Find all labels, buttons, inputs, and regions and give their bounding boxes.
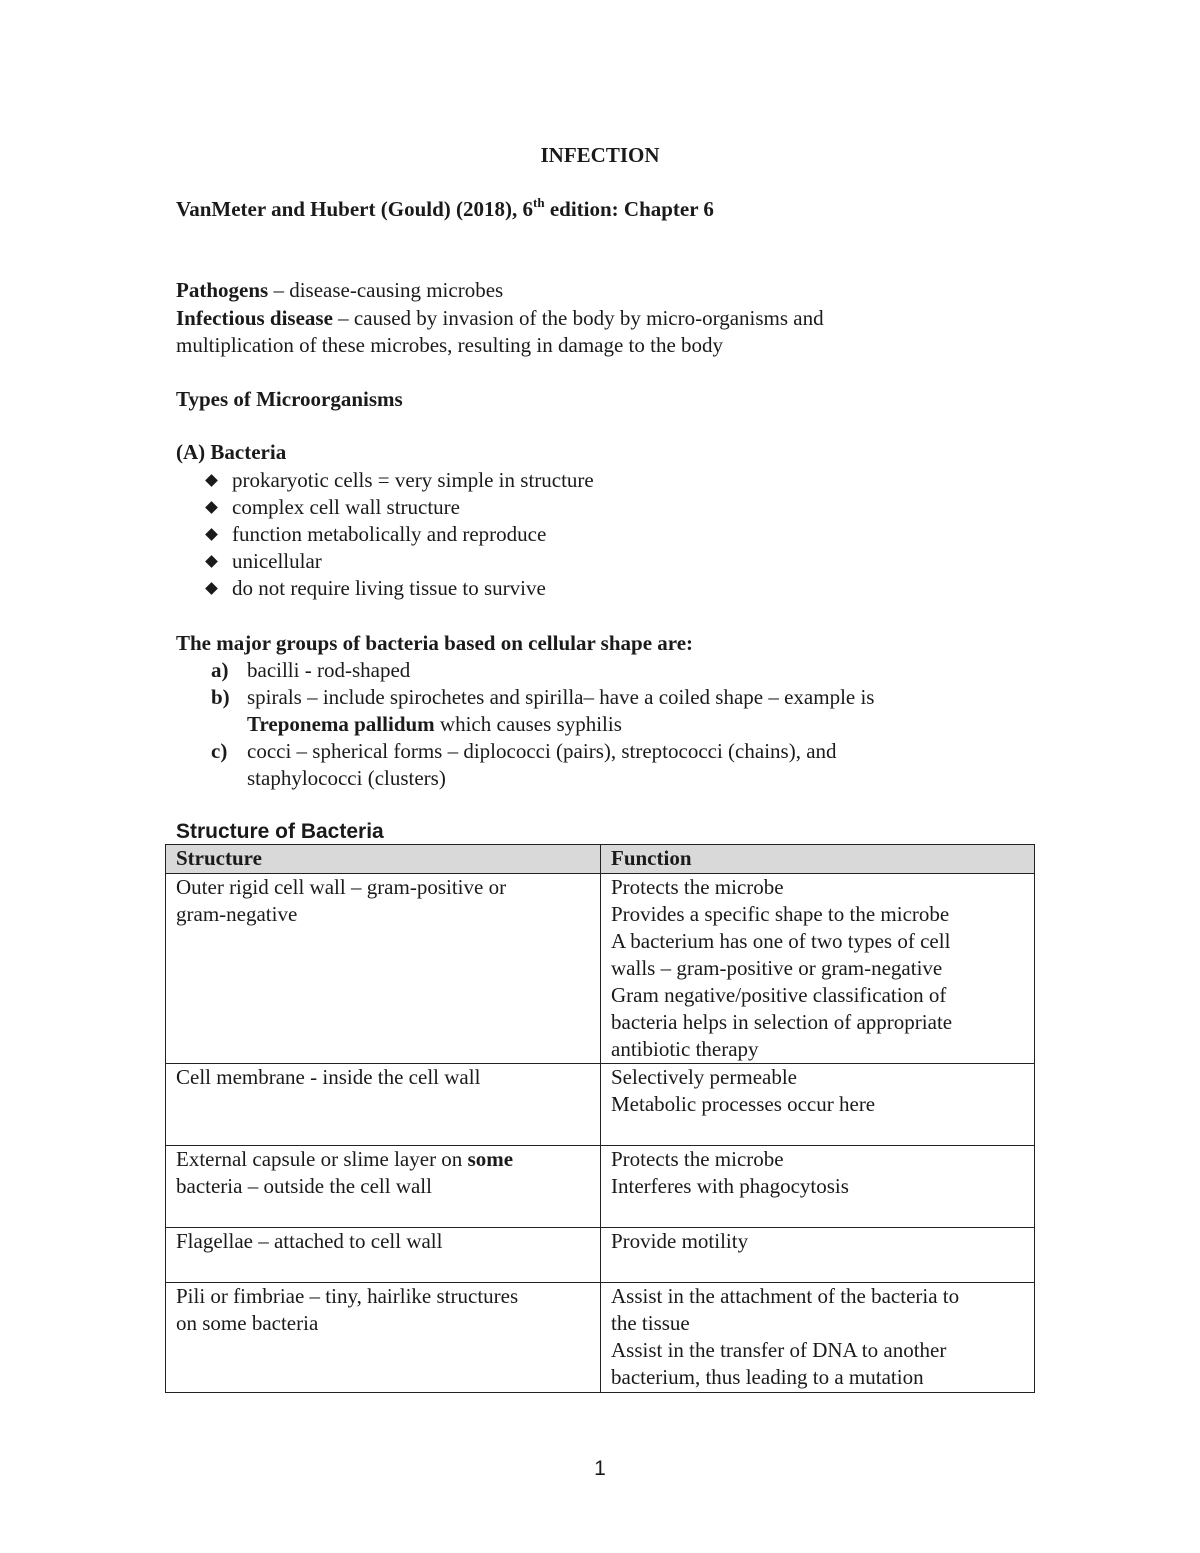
list-marker: b): [211, 685, 230, 709]
bacteria-heading: (A) Bacteria: [176, 440, 287, 464]
textbook-reference: [176, 196, 714, 223]
cell-text: on some bacteria: [176, 1311, 319, 1335]
structure-table: [165, 844, 1035, 1393]
reference-prefix: VanMeter and Hubert (Gould) (2018), 6: [176, 197, 533, 221]
types-heading: Types of Microorganisms: [176, 387, 403, 411]
table-row: [166, 1228, 1035, 1283]
cell-text: gram-negative: [176, 902, 298, 926]
function-cell: [601, 1228, 1035, 1283]
bacteria-bullet-list: [204, 467, 594, 602]
bullet-text: function metabolically and reproduce: [232, 522, 547, 546]
group-text: which causes syphilis: [434, 712, 622, 736]
reference-superscript: th: [533, 195, 545, 210]
infectious-term: Infectious disease: [176, 306, 333, 330]
bullet-text: prokaryotic cells = very simple in structure: [232, 468, 594, 492]
list-item: [211, 657, 874, 684]
cell-text: External capsule or slime layer on: [176, 1147, 468, 1171]
structure-cell: [166, 1283, 601, 1393]
infectious-def-line2: multiplication of these microbes, resulting in damage to the body: [176, 333, 724, 357]
table-row: [166, 1146, 1035, 1228]
cell-text: Selectively permeable: [611, 1065, 797, 1089]
page-title: INFECTION: [540, 143, 660, 167]
list-item: [204, 548, 594, 575]
pathogens-def: – disease-causing microbes: [268, 278, 504, 302]
organism-name: Treponema pallidum: [247, 712, 435, 736]
cell-text: antibiotic therapy: [611, 1037, 759, 1061]
infectious-definition: [176, 305, 824, 332]
page-number: 1: [594, 1457, 606, 1480]
function-cell: [601, 874, 1035, 1064]
cell-text: Protects the microbe: [611, 1147, 784, 1171]
list-item: [204, 521, 594, 548]
cell-text: Pili or fimbriae – tiny, hairlike structures: [176, 1284, 519, 1308]
cell-text: Protects the microbe: [611, 875, 784, 899]
cell-text: the tissue: [611, 1311, 690, 1335]
table-row: [166, 874, 1035, 1064]
emphasis-text: some: [467, 1147, 514, 1171]
pathogens-definition: [176, 277, 503, 304]
list-item: [204, 575, 594, 602]
column-header-structure: Structure: [166, 845, 601, 874]
cell-text: Metabolic processes occur here: [611, 1092, 876, 1116]
structure-cell: [166, 1064, 601, 1146]
pathogens-term: Pathogens: [176, 278, 269, 302]
bullet-text: unicellular: [232, 549, 322, 573]
cell-text: Provide motility: [611, 1229, 749, 1253]
function-cell: [601, 1146, 1035, 1228]
bacteria-groups-list: [211, 657, 874, 792]
structure-heading: Structure of Bacteria: [176, 820, 384, 843]
diamond-bullet-icon: [205, 528, 218, 541]
group-text: cocci – spherical forms – diplococci (pairs), streptococci (chains), and: [247, 739, 837, 763]
cell-text: Cell membrane - inside the cell wall: [176, 1065, 481, 1089]
list-item: [204, 494, 594, 521]
bullet-text: complex cell wall structure: [232, 495, 460, 519]
group-text: staphylococci (clusters): [247, 766, 446, 790]
group-text: bacilli - rod-shaped: [247, 658, 411, 682]
diamond-bullet-icon: [205, 582, 218, 595]
group-text: spirals – include spirochetes and spirilla– have a coiled shape – example is: [247, 685, 875, 709]
cell-text: Outer rigid cell wall – gram-positive or: [176, 875, 507, 899]
table-row: [166, 1064, 1035, 1146]
groups-heading: The major groups of bacteria based on cellular shape are:: [176, 631, 694, 655]
column-header-function: Function: [601, 845, 1035, 874]
diamond-bullet-icon: [205, 501, 218, 514]
list-marker: a): [211, 658, 229, 682]
table-header-row: [166, 845, 1035, 874]
cell-text: bacterium, thus leading to a mutation: [611, 1365, 924, 1389]
list-item: [204, 467, 594, 494]
cell-text: Flagellae – attached to cell wall: [176, 1229, 443, 1253]
table-row: [166, 1283, 1035, 1393]
cell-text: Provides a specific shape to the microbe: [611, 902, 950, 926]
structure-cell: [166, 874, 601, 1064]
structure-cell: [166, 1228, 601, 1283]
function-cell: [601, 1064, 1035, 1146]
cell-text: Interferes with phagocytosis: [611, 1174, 849, 1198]
function-cell: [601, 1283, 1035, 1393]
list-item: [211, 684, 874, 738]
cell-text: bacteria helps in selection of appropriate: [611, 1010, 953, 1034]
reference-suffix: edition: Chapter 6: [544, 197, 714, 221]
cell-text: Assist in the attachment of the bacteria to: [611, 1284, 960, 1308]
cell-text: Assist in the transfer of DNA to another: [611, 1338, 947, 1362]
cell-text: walls – gram-positive or gram-negative: [611, 956, 943, 980]
list-marker: c): [211, 739, 228, 763]
cell-text: A bacterium has one of two types of cell: [611, 929, 951, 953]
diamond-bullet-icon: [205, 555, 218, 568]
cell-text: Gram negative/positive classification of: [611, 983, 947, 1007]
cell-text: bacteria – outside the cell wall: [176, 1174, 432, 1198]
list-item: [211, 738, 874, 792]
bullet-text: do not require living tissue to survive: [232, 576, 546, 600]
infectious-def-line1: – caused by invasion of the body by micro-organisms and: [332, 306, 824, 330]
diamond-bullet-icon: [205, 474, 218, 487]
structure-cell: [166, 1146, 601, 1228]
